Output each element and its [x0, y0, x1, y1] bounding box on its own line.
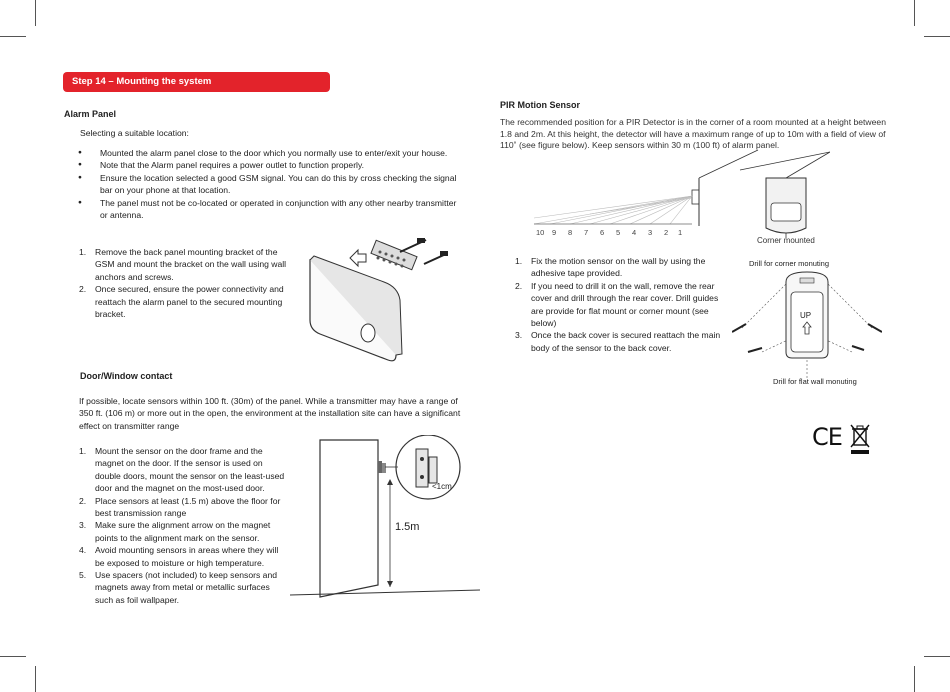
bullet-item: ● Ensure the location selected a good GSM signal. You can do this by cross checking the signal bar on your phone at that location. [78, 172, 458, 197]
list-item: 2. Place sensors at least (1.5 m) above the floor for best transmission range [79, 495, 281, 519]
list-item: 4. Avoid mounting sensors in areas where they will be exposed to moisture or high temperature. [79, 545, 279, 568]
crop-mark [0, 36, 26, 37]
list-item: 2. If you need to drill it on the wall, remove the rear cover and drill through the rear cover. Drill guides are provide for flat mount or corner mount (see below) [515, 280, 719, 329]
list-item: 1. Remove the back panel mounting bracket of the GSM and mount the bracket on the wall using wall anchors and screws. [79, 247, 287, 282]
list-item: 3. Make sure the alignment arrow on the magnet points to the alignment mark on the sensor. [79, 520, 271, 543]
crop-mark [924, 36, 950, 37]
step-banner: Step 14 – Mounting the system [63, 72, 330, 92]
weee-bin-icon [849, 423, 871, 455]
list-item: 1. Mount the sensor on the door frame and the magnet on the door. If the sensor is used on double doors, mount the sensor on the least-used door and the magnet on the most-used door. [79, 446, 285, 494]
list-item: 5. Use spacers (not included) to keep sensors and magnets away from metal or metallic surfaces such as foil wallpaper. [79, 570, 278, 605]
range-tick: 9 [552, 228, 557, 237]
door-window-steps [79, 445, 285, 606]
height-label: 1.5m [395, 521, 420, 533]
bullet-item: ● The panel must not be co-located or operated in conjunction with any other nearby transmitter or antenna. [78, 197, 458, 222]
door-window-intro: If possible, locate sensors within 100 ft. (30m) of the panel. While a transmitter may have a range of 350 ft. (106 m) or more out in the open, the environment at the installation site can have a significant effect on transmitter range [79, 396, 461, 431]
crop-mark [35, 0, 36, 26]
alarm-panel-intro: Selecting a suitable location: [80, 128, 189, 138]
pir-intro: The recommended position for a PIR Detector is in the corner of a room mounted at a height between 1.8 and 2m. At this height, the detector will have a maximum range of up to 10m with a field of view of 110˚ (see figure below). Keep sensors within 30 m (100 ft) of alarm panel. [500, 117, 886, 150]
door-window-heading: Door/Window contact [80, 371, 173, 381]
pir-steps [515, 255, 727, 354]
crop-mark [924, 656, 950, 657]
range-tick: 1 [678, 228, 683, 237]
range-tick: 3 [648, 228, 653, 237]
range-tick: 6 [600, 228, 605, 237]
alarm-panel-heading: Alarm Panel [64, 109, 117, 119]
list-item: 2. Once secured, ensure the power connectivity and reattach the alarm panel to the secured mounting bracket. [79, 284, 284, 320]
bullet-item: ● Mounted the alarm panel close to the door which you normally use to enter/exit your house. [78, 147, 458, 159]
crop-mark [914, 666, 915, 692]
alarm-panel-steps [79, 246, 295, 320]
range-tick: 4 [632, 228, 637, 237]
alarm-panel-bullets [78, 147, 458, 221]
door-sensor-illustration [288, 435, 483, 601]
list-item: 3. Once the back cover is secured reattach the main body of the sensor to the back cover. [515, 330, 721, 353]
bullet-item: ● Note that the Alarm panel requires a power outlet to function properly. [78, 159, 458, 171]
range-tick: 10 [536, 228, 545, 237]
gap-label: <1cm [432, 482, 452, 491]
pir-range-diagram [530, 148, 830, 240]
crop-mark [35, 666, 36, 692]
ce-mark: CE [812, 423, 842, 451]
corner-mounted-label: Corner mounted [757, 236, 815, 245]
up-label: UP [800, 311, 812, 320]
crop-mark [914, 0, 915, 26]
pir-back-cover-illustration [732, 268, 882, 380]
list-item: 1. Fix the motion sensor on the wall by using the adhesive tape provided. [515, 256, 706, 279]
range-tick: 8 [568, 228, 573, 237]
range-tick: 2 [664, 228, 669, 237]
range-tick: 5 [616, 228, 621, 237]
alarm-panel-illustration [300, 230, 460, 370]
range-tick: 7 [584, 228, 589, 237]
crop-mark [0, 656, 26, 657]
drill-corner-label: Drill for corner monuting [749, 259, 830, 268]
drill-flat-label: Drill for flat wall monuting [773, 377, 857, 386]
pir-heading: PIR Motion Sensor [500, 100, 581, 110]
